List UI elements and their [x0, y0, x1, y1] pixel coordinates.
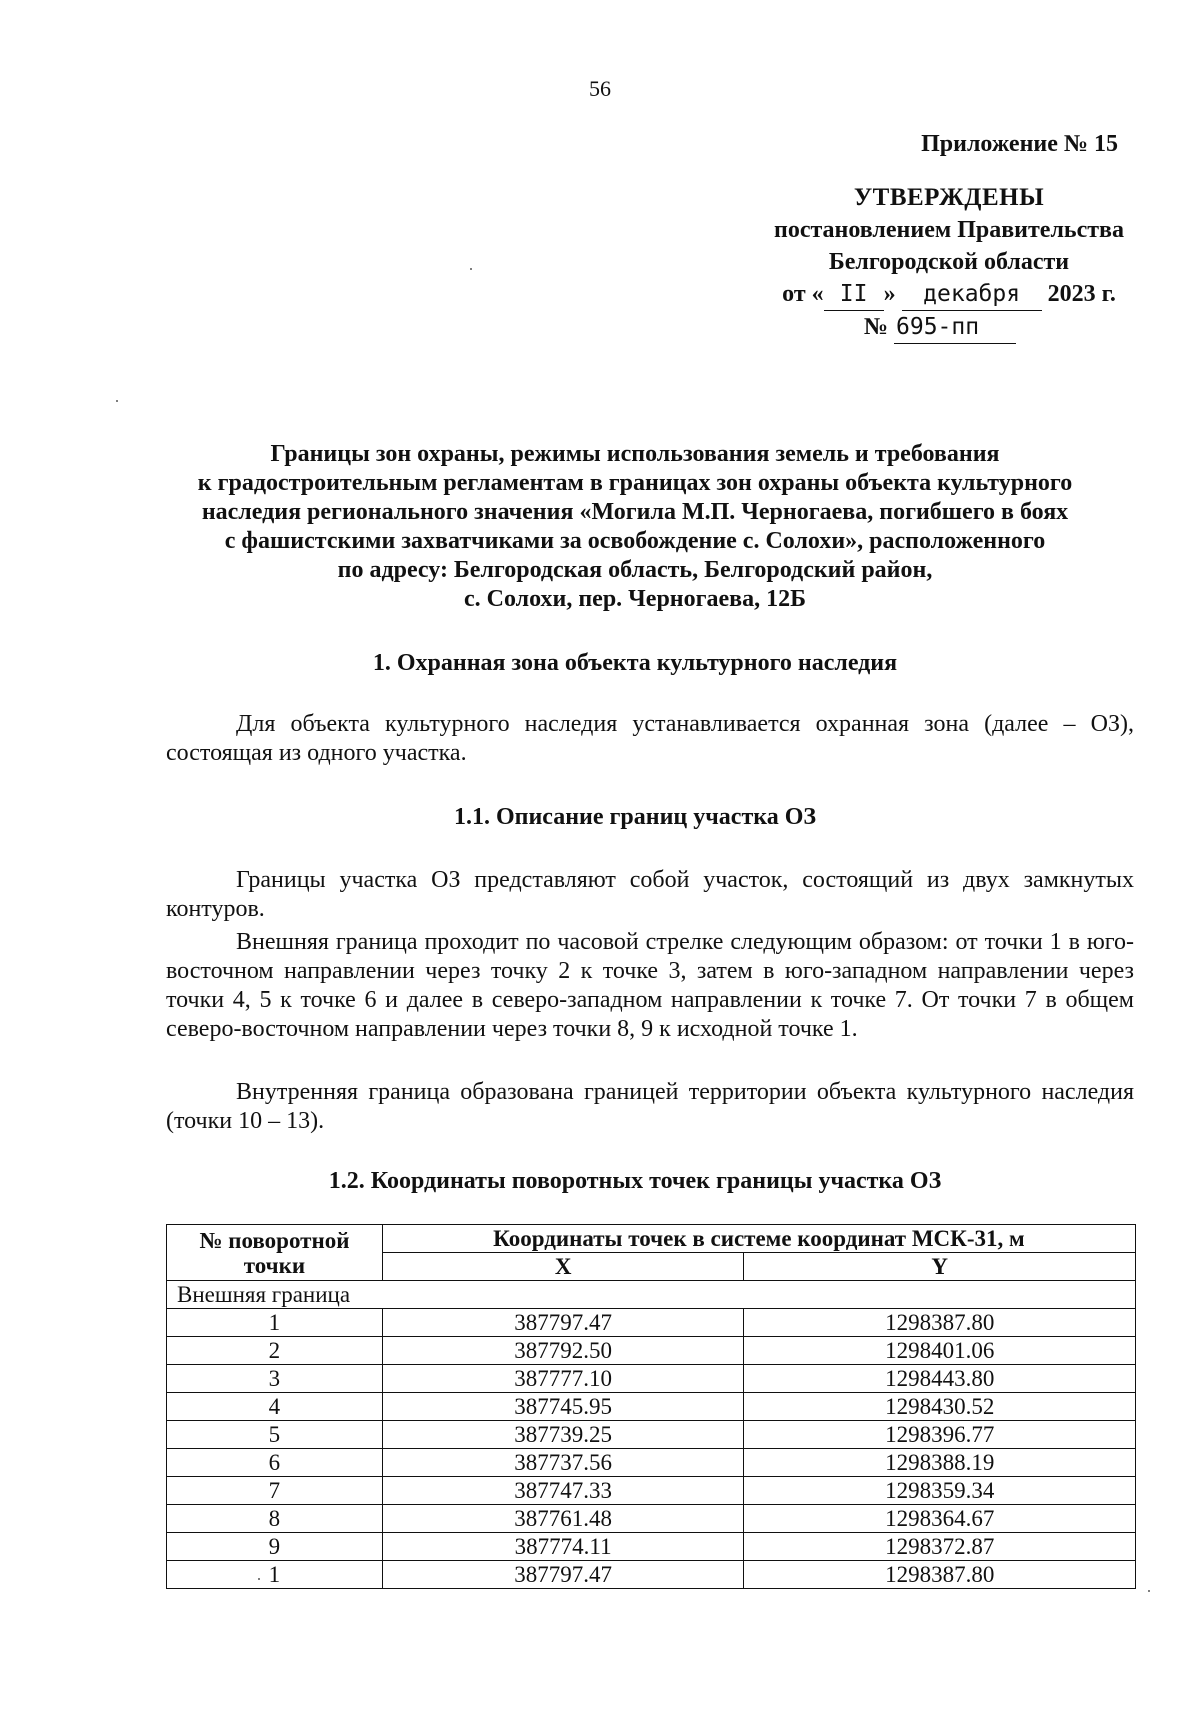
section-1-1-paragraph-2: [166, 928, 1134, 1044]
date-month: декабря: [902, 278, 1042, 311]
section-1-text-content: Для объекта культурного наследия устанавливается охранная зона (далее – ОЗ), состоящая из одного участка.: [166, 711, 1134, 766]
date-prefix: от «: [782, 281, 824, 307]
table-group-row: [167, 1281, 1136, 1309]
title-line: по адресу: Белгородская область, Белгородский район,: [337, 557, 933, 583]
cell-point: 6: [167, 1449, 383, 1477]
cell-point: 1: [167, 1309, 383, 1337]
cell-y: 1298364.67: [744, 1505, 1136, 1533]
section-1-heading: 1. Охранная зона объекта культурного наследия: [372, 650, 898, 676]
cell-x: 387792.50: [382, 1337, 744, 1365]
page-number: 56: [589, 76, 611, 101]
cell-y: 1298387.80: [744, 1309, 1136, 1337]
cell-x: 387745.95: [382, 1393, 744, 1421]
cell-x: 387797.47: [382, 1309, 744, 1337]
cell-point: 3: [167, 1365, 383, 1393]
cell-x: 387747.33: [382, 1477, 744, 1505]
table-row: [167, 1449, 1136, 1477]
header-point-number: № поворотной точки: [167, 1225, 383, 1281]
cell-point: 1: [167, 1561, 383, 1589]
table-row: [167, 1337, 1136, 1365]
group-label: Внешняя граница: [167, 1281, 1136, 1309]
title-line: Границы зон охраны, режимы использования земель и требования: [270, 441, 1000, 467]
approval-number: [774, 311, 1016, 344]
document-title: [150, 440, 1120, 614]
approved-label: УТВЕРЖДЕНЫ: [853, 184, 1045, 211]
section-1-1-heading: 1.1. Описание границ участка ОЗ: [453, 804, 817, 830]
cell-x: 387761.48: [382, 1505, 744, 1533]
paragraph-text: Внешняя граница проходит по часовой стрелке следующим образом: от точки 1 в юго-восточном направлении через точку 2 к точке 3, затем в юго-западном направлении через точки 4, 5 к точке 6 и далее в северо-западном направлении к точке 7. От точки 7 в общем северо-восточном направлении через точки 8, 9 к исходной точке 1.: [166, 929, 1134, 1042]
cell-y: 1298396.77: [744, 1421, 1136, 1449]
cell-y: 1298443.80: [744, 1365, 1136, 1393]
scan-speck: [116, 400, 118, 402]
approval-stamp: [774, 128, 1124, 344]
header-y: Y: [744, 1253, 1136, 1281]
table-row: [167, 1533, 1136, 1561]
header-coordinates: Координаты точек в системе координат МСК-31, м: [382, 1225, 1135, 1253]
table-row: [167, 1365, 1136, 1393]
date-day: II: [824, 278, 884, 311]
cell-x: 387774.11: [382, 1533, 744, 1561]
scan-speck: [258, 1578, 260, 1580]
table-row: [167, 1393, 1136, 1421]
scan-speck: [1148, 1590, 1150, 1592]
title-line: с фашистскими захватчиками за освобождение с. Солохи», расположенного: [224, 528, 1046, 554]
table-row: [167, 1505, 1136, 1533]
section-1-1-paragraph-1: [166, 866, 1134, 924]
cell-y: 1298388.19: [744, 1449, 1136, 1477]
title-line: наследия регионального значения «Могила М.П. Черногаева, погибшего в боях: [201, 499, 1069, 525]
title-line: с. Солохи, пер. Черногаева, 12Б: [463, 586, 806, 612]
table-row: [167, 1309, 1136, 1337]
approval-line-2: Белгородской области: [828, 249, 1070, 275]
cell-y: 1298372.87: [744, 1533, 1136, 1561]
title-line: к градостроительным регламентам в границах зон охраны объекта культурного: [197, 470, 1073, 496]
cell-point: 7: [167, 1477, 383, 1505]
section-1-text: [166, 710, 1134, 768]
cell-point: 9: [167, 1533, 383, 1561]
cell-x: 387777.10: [382, 1365, 744, 1393]
section-1-2-heading: 1.2. Координаты поворотных точек границы участка ОЗ: [328, 1168, 942, 1194]
cell-point: 4: [167, 1393, 383, 1421]
cell-y: 1298387.80: [744, 1561, 1136, 1589]
paragraph-text: Границы участка ОЗ представляют собой участок, состоящий из двух замкнутых контуров.: [166, 867, 1134, 922]
approval-date: [774, 278, 1124, 311]
cell-y: 1298359.34: [744, 1477, 1136, 1505]
section-1-1-paragraph-3: [166, 1078, 1134, 1136]
paragraph-text: Внутренняя граница образована границей территории объекта культурного наследия (точки 10 – 13).: [166, 1079, 1134, 1134]
cell-point: 8: [167, 1505, 383, 1533]
annex-number: Приложение № 15: [921, 131, 1118, 157]
table-row: [167, 1561, 1136, 1589]
cell-x: 387737.56: [382, 1449, 744, 1477]
number-prefix: №: [863, 314, 888, 340]
table-row: [167, 1421, 1136, 1449]
coordinates-table: [166, 1224, 1136, 1589]
scan-speck: [470, 268, 472, 270]
cell-y: 1298430.52: [744, 1393, 1136, 1421]
header-x: X: [382, 1253, 744, 1281]
document-number: 695-пп: [894, 311, 1016, 344]
cell-x: 387739.25: [382, 1421, 744, 1449]
approval-line-1: постановлением Правительства: [773, 217, 1124, 243]
date-mid: »: [883, 281, 896, 307]
table-row: [167, 1477, 1136, 1505]
cell-x: 387797.47: [382, 1561, 744, 1589]
cell-y: 1298401.06: [744, 1337, 1136, 1365]
date-year: 2023 г.: [1047, 281, 1116, 307]
cell-point: 2: [167, 1337, 383, 1365]
cell-point: 5: [167, 1421, 383, 1449]
